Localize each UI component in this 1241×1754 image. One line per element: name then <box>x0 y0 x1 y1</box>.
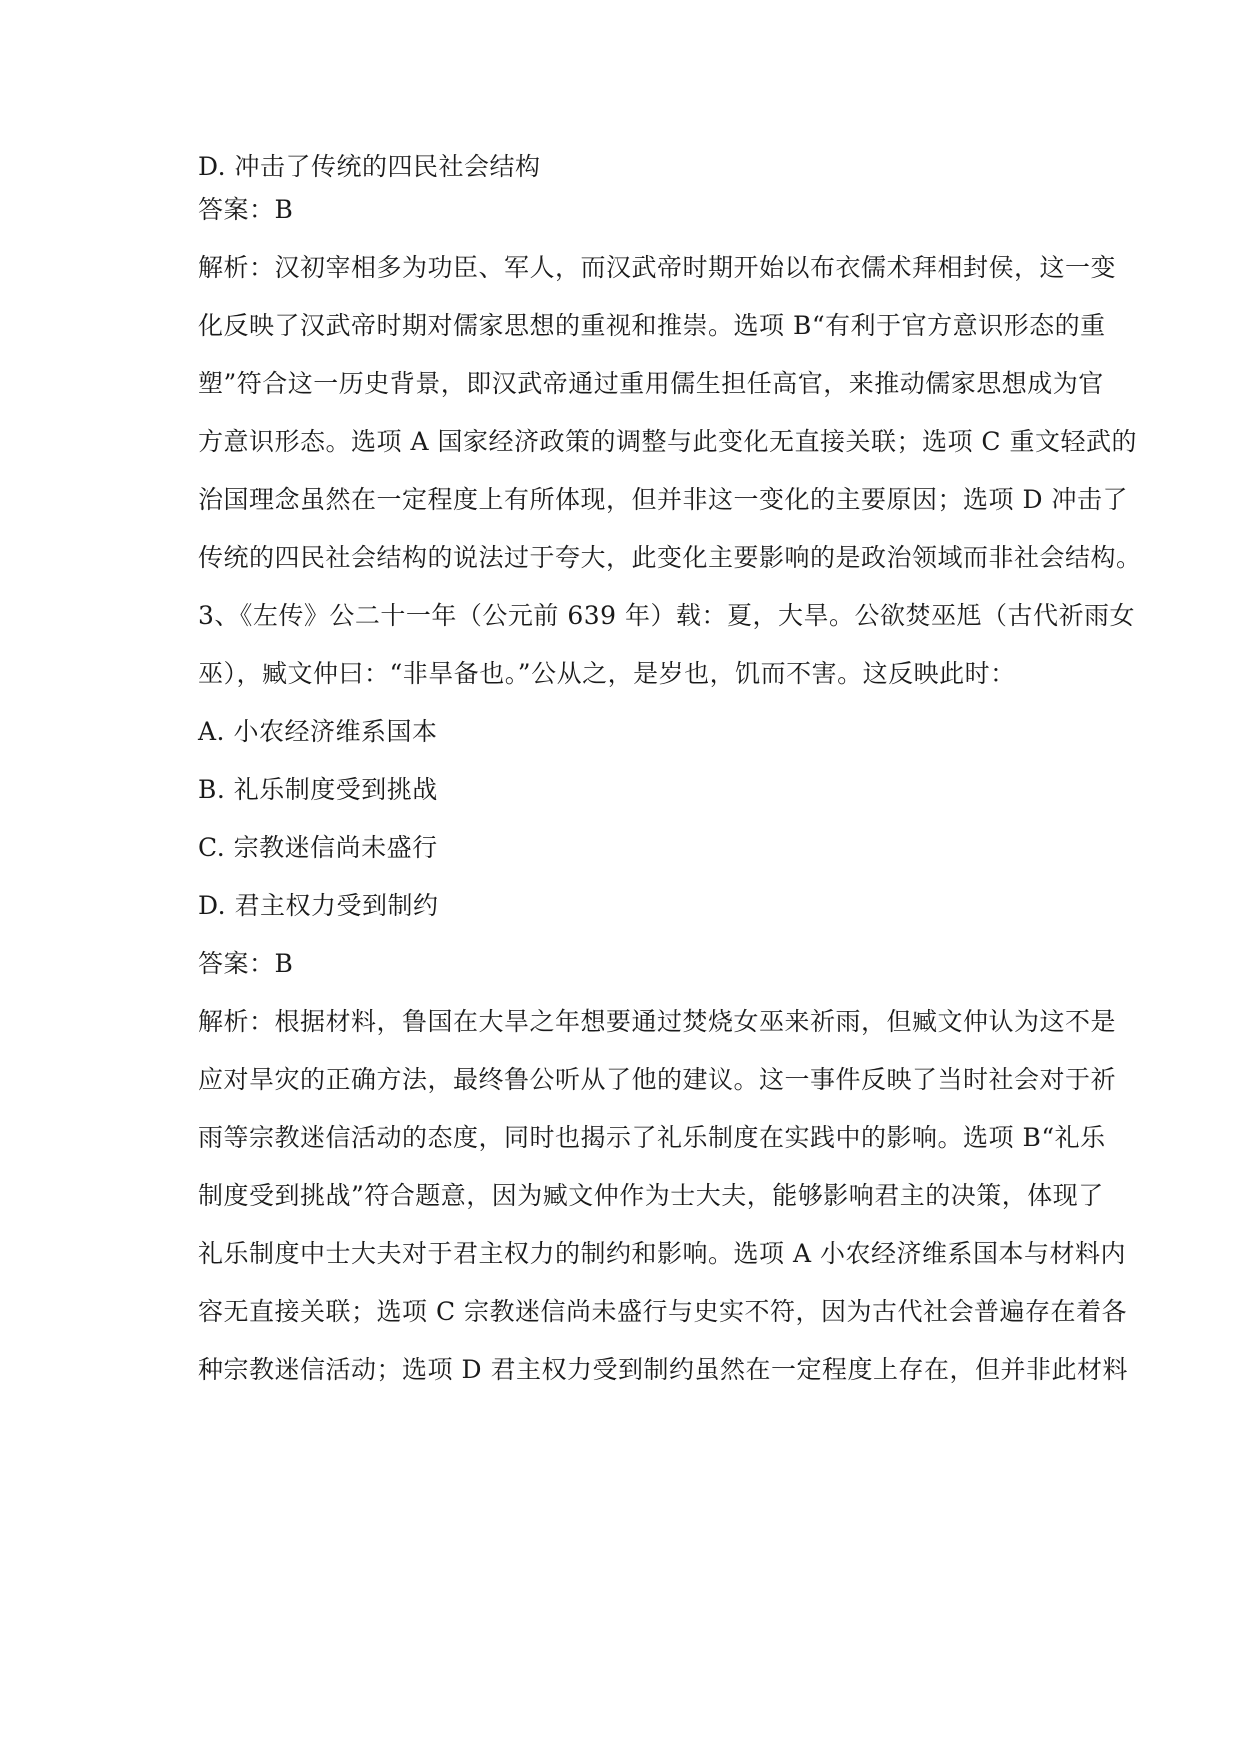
analysis-q3-line-7: 种宗教迷信活动；选项 D 君主权力受到制约虽然在一定程度上存在，但并非此材料 <box>198 1355 1128 1384</box>
option-a: A. 小农经济维系国本 <box>198 717 438 746</box>
answer-label-q3: 答案：B <box>198 949 294 978</box>
option-c: C. 宗教迷信尚未盛行 <box>198 833 438 862</box>
analysis-q2-line-4: 方意识形态。选项 A 国家经济政策的调整与此变化无直接关联；选项 C 重文轻武的 <box>198 427 1137 456</box>
analysis-q2-line-1: 解析：汉初宰相多为功臣、军人，而汉武帝时期开始以布衣儒术拜相封侯，这一变 <box>198 253 1117 282</box>
analysis-q2-line-6: 传统的四民社会结构的说法过于夸大，此变化主要影响的是政治领域而非社会结构。 <box>198 543 1142 572</box>
analysis-q3-line-6: 容无直接关联；选项 C 宗教迷信尚未盛行与史实不符，因为古代社会普遍存在着各 <box>198 1297 1128 1326</box>
question-3-line-2: 巫），臧文仲曰：“非旱备也。”公从之，是岁也，饥而不害。这反映此时： <box>198 659 1016 688</box>
analysis-q2-line-2: 化反映了汉武帝时期对儒家思想的重视和推崇。选项 B“有利于官方意识形态的重 <box>198 311 1106 340</box>
analysis-q3-line-5: 礼乐制度中士大夫对于君主权力的制约和影响。选项 A 小农经济维系国本与材料内 <box>198 1239 1126 1268</box>
analysis-q2-line-5: 治国理念虽然在一定程度上有所体现，但并非这一变化的主要原因；选项 D 冲击了 <box>198 485 1128 514</box>
analysis-q3-line-4: 制度受到挑战”符合题意，因为臧文仲作为士大夫，能够影响君主的决策，体现了 <box>198 1181 1104 1210</box>
analysis-q2-line-3: 塑”符合这一历史背景，即汉武帝通过重用儒生担任高官，来推动儒家思想成为官 <box>198 369 1104 398</box>
analysis-q3-line-1: 解析：根据材料，鲁国在大旱之年想要通过焚烧女巫来祈雨，但臧文仲认为这不是 <box>198 1007 1117 1036</box>
analysis-q3-line-3: 雨等宗教迷信活动的态度，同时也揭示了礼乐制度在实践中的影响。选项 B“礼乐 <box>198 1123 1106 1152</box>
option-d-previous-question: D. 冲击了传统的四民社会结构 <box>198 152 541 181</box>
option-b: B. 礼乐制度受到挑战 <box>198 775 438 804</box>
option-d: D. 君主权力受到制约 <box>198 891 439 920</box>
analysis-q3-line-2: 应对旱灾的正确方法，最终鲁公听从了他的建议。这一事件反映了当时社会对于祈 <box>198 1065 1117 1094</box>
question-3-line-1: 3、《左传》公二十一年（公元前 639 年）载：夏，大旱。公欲焚巫尪（古代祈雨女 <box>198 601 1136 630</box>
answer-label-q2: 答案：B <box>198 195 294 224</box>
